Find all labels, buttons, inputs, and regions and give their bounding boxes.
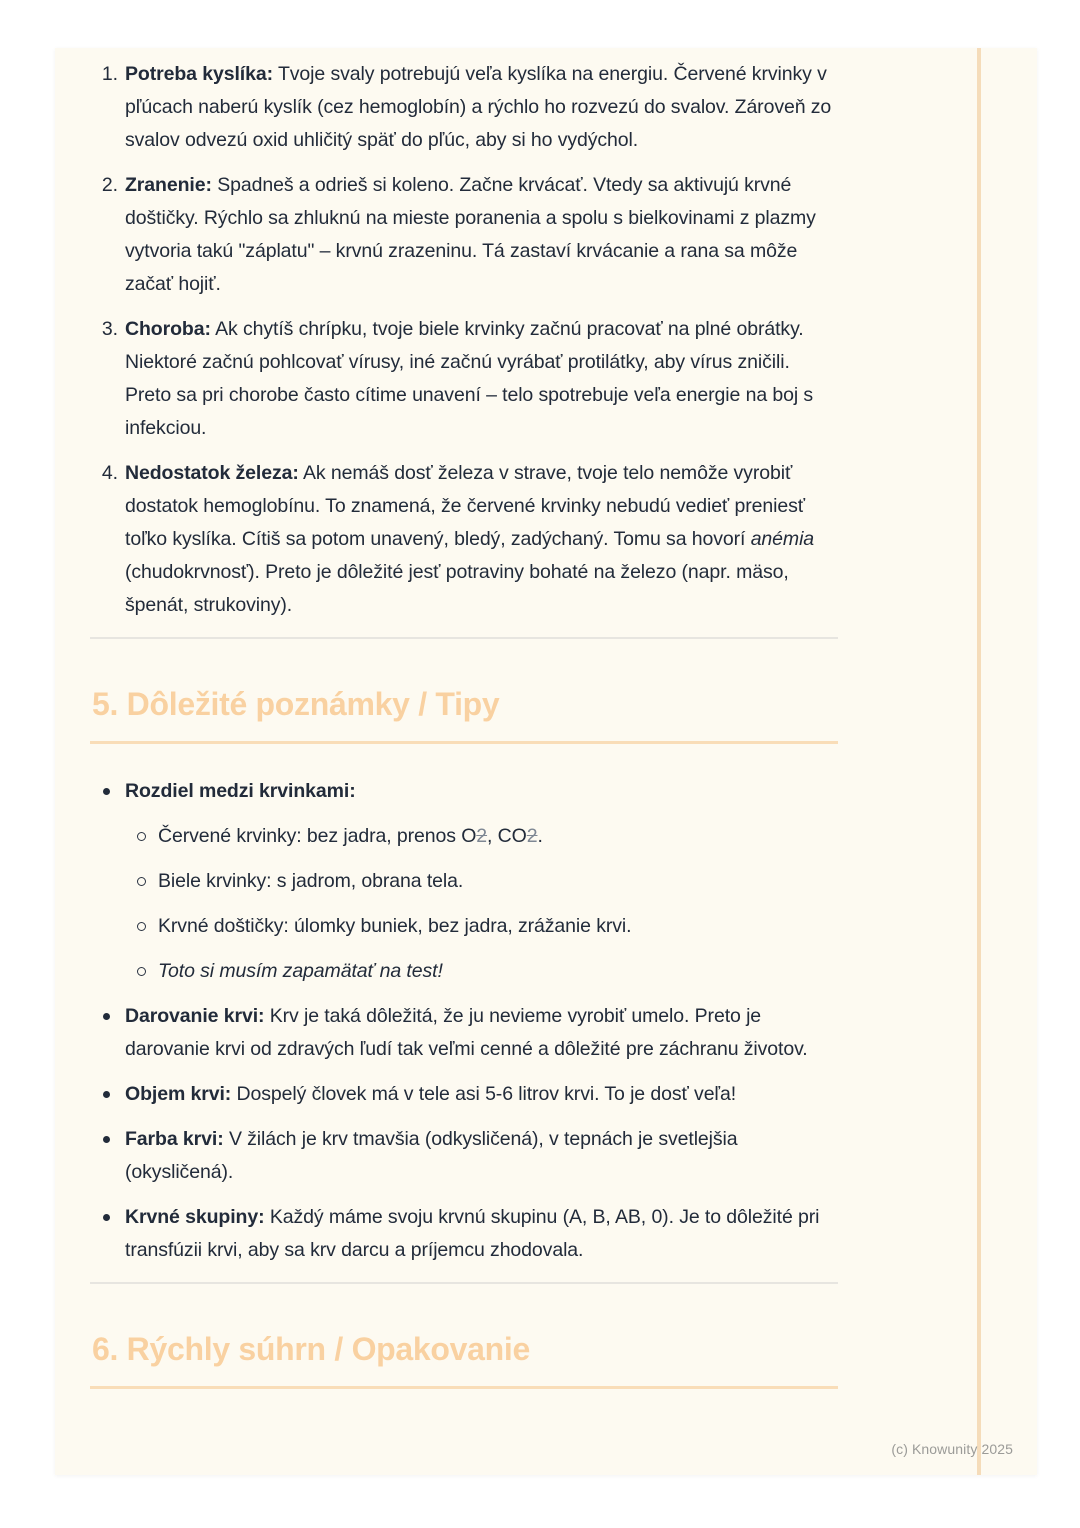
item-text	[125, 58, 835, 157]
bullet-dot-icon	[103, 788, 110, 795]
item-number: 4.	[101, 462, 118, 484]
page-accent-bar	[977, 48, 981, 1475]
item-lead-bold: Choroba:	[125, 318, 211, 340]
section-6-heading: 6. Rýchly súhrn / Opakovanie	[92, 1331, 530, 1367]
item-lead-bold: Rozdiel medzi krvinkami:	[125, 780, 356, 802]
struck-subscript: 2	[476, 825, 488, 847]
item-text	[158, 820, 808, 853]
section-5-heading: 5. Dôležité poznámky / Tipy	[92, 686, 500, 722]
circle-bullet-icon	[137, 922, 146, 931]
sub-text: Červené krvinky: bez jadra, prenos O	[158, 825, 477, 847]
sub-bullet-red-cells	[90, 820, 915, 853]
item-text	[125, 1078, 837, 1111]
bullet-marker	[90, 775, 125, 808]
item-lead-bold: Objem krvi:	[125, 1083, 232, 1105]
sub-bullet-list	[90, 820, 915, 988]
item-text: Krvné doštičky: úlomky buniek, bez jadra, zrážanie krvi.	[158, 915, 632, 937]
item-body-text: Krv je taká dôležitá, že ju nevieme vyrobiť umelo. Preto je darovanie krvi od zdravých ľudí tak veľmi cenné a dôležité pre záchranu životov.	[125, 1005, 808, 1060]
italic-term: anémia	[750, 528, 815, 550]
item-body-text: Každý máme svoju krvnú skupinu (A, B, AB, 0). Je to dôležité pri transfúzii krvi, aby sa krv darcu a príjemcu zhodovala.	[125, 1206, 820, 1261]
item-text	[125, 457, 835, 622]
bullet-item-rozdiel	[90, 775, 915, 808]
numbered-item-3	[90, 313, 915, 445]
bullet-dot-icon	[103, 1136, 110, 1143]
numbered-item-1	[90, 58, 915, 157]
item-text	[125, 1000, 837, 1066]
document-page	[55, 48, 1037, 1475]
bullet-item-skupiny	[90, 1201, 915, 1267]
circle-bullet-icon	[137, 967, 146, 976]
copyright-notice: (c) Knowunity 2025	[891, 1441, 1013, 1457]
tips-list	[90, 775, 915, 1267]
item-body-text: Dospelý človek má v tele asi 5-6 litrov krvi. To je dosť veľa!	[236, 1083, 737, 1105]
item-lead-bold: Zranenie:	[125, 174, 212, 196]
sub-text: .	[537, 825, 543, 847]
item-lead-bold: Darovanie krvi:	[125, 1005, 265, 1027]
bullet-item-darovanie	[90, 1000, 915, 1066]
section-divider	[90, 1282, 838, 1284]
struck-subscript: 2	[526, 825, 538, 847]
heading-underline	[90, 741, 838, 744]
bullet-marker	[90, 1123, 125, 1189]
sub-bullet-platelets	[90, 910, 915, 943]
numbered-item-2	[90, 169, 915, 301]
item-lead-bold: Potreba kyslíka:	[125, 63, 273, 85]
item-body-text: Tvoje svaly potrebujú veľa kyslíka na energiu. Červené krvinky v pľúcach naberú kyslík (cez hemoglobín) a rýchlo ho rozvezú do svalov. Zároveň zo svalov odvezú oxid uhličitý späť do pľúc, aby si ho vydýchol.	[125, 63, 832, 151]
item-text	[125, 1123, 837, 1189]
item-body-text: (chudokrvnosť). Preto je dôležité jesť potraviny bohaté na železo (napr. mäso, špenát, strukoviny).	[125, 561, 789, 616]
sub-bullet-note	[90, 955, 915, 988]
bullet-dot-icon	[103, 1013, 110, 1020]
item-body-text: Spadneš a odrieš si koleno. Začne krvácať. Vtedy sa aktivujú krvné doštičky. Rýchlo sa zhluknú na mieste poranenia a spolu s bielkovinami z plazmy vytvoria takú "záplatu" – krvnú zrazeninu. Tá zastaví krvácanie a rana sa môže začať hojiť.	[125, 174, 816, 295]
section-divider	[90, 637, 838, 639]
bullet-marker	[90, 1000, 125, 1066]
item-lead-bold: Farba krvi:	[125, 1128, 224, 1150]
bullet-marker	[90, 1078, 125, 1111]
item-body-text: Ak nemáš dosť železa v strave, tvoje telo nemôže vyrobiť dostatok hemoglobínu. To znamená, že červené krvinky nebudú vedieť preniesť toľko kyslíka. Cítiš sa potom unavený, bledý, zadýchaný. Tomu sa hovorí	[125, 462, 805, 550]
circle-bullet-icon	[137, 877, 146, 886]
item-text: Biele krvinky: s jadrom, obrana tela.	[158, 870, 464, 892]
item-text: Toto si musím zapamätať na test!	[158, 960, 443, 982]
page-content	[55, 48, 915, 1475]
item-text	[125, 169, 835, 301]
sub-bullet-white-cells	[90, 865, 915, 898]
item-text	[125, 1201, 837, 1267]
sub-text: , CO	[487, 825, 527, 847]
item-text	[125, 313, 835, 445]
bullet-item-objem	[90, 1078, 915, 1111]
item-lead-bold: Krvné skupiny:	[125, 1206, 265, 1228]
bullet-marker	[90, 1201, 125, 1267]
item-body-text: Ak chytíš chrípku, tvoje biele krvinky začnú pracovať na plné obrátky. Niektoré začnú pohlcovať vírusy, iné začnú vyrábať protilátky, aby vírus zničili. Preto sa pri chorobe často cítime unavení – telo spotrebuje veľa energie na boj s infekciou.	[125, 318, 814, 439]
heading-underline	[90, 1386, 838, 1389]
item-number: 2.	[101, 174, 118, 196]
circle-bullet-icon	[137, 832, 146, 841]
item-lead-bold: Nedostatok železa:	[125, 462, 299, 484]
bullet-dot-icon	[103, 1214, 110, 1221]
item-text	[125, 775, 837, 808]
bullet-dot-icon	[103, 1091, 110, 1098]
item-number: 3.	[101, 318, 118, 340]
item-number: 1.	[101, 63, 118, 85]
bullet-item-farba	[90, 1123, 915, 1189]
item-body-text: V žilách je krv tmavšia (odkysličená), v tepnách je svetlejšia (okysličená).	[125, 1128, 738, 1183]
numbered-item-4	[90, 457, 915, 622]
